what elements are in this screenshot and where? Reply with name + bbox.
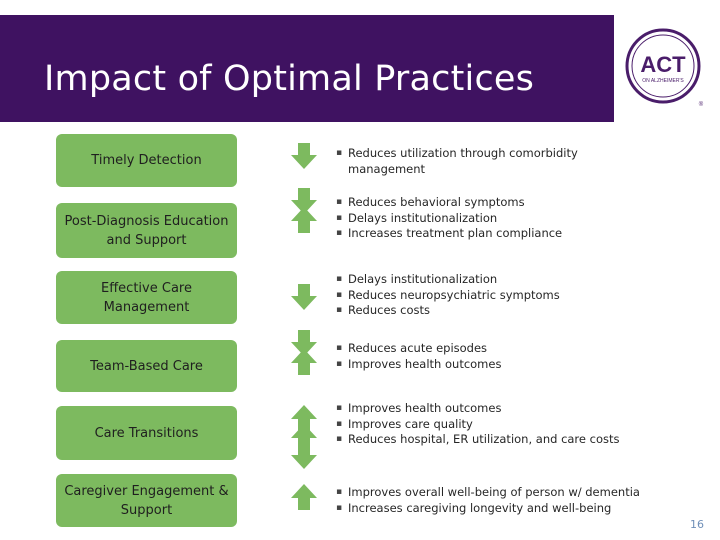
practice-box <box>56 203 237 258</box>
impact-text: Reduces hospital, ER utilization, and care costs <box>348 432 620 446</box>
bullet-icon: ▪ <box>336 289 343 300</box>
practice-label: Team-Based Care <box>90 358 203 374</box>
practice-label: Care Transitions <box>94 425 199 441</box>
logo-registered-mark: ® <box>698 102 704 108</box>
impact-text: Increases treatment plan compliance <box>348 226 563 240</box>
impact-text: Improves health outcomes <box>348 356 502 371</box>
impact-item <box>335 272 560 288</box>
bullet-icon: ▪ <box>336 228 343 238</box>
impact-text: Reduces utilization through comorbidity management <box>348 146 578 176</box>
title-banner <box>0 15 614 122</box>
page-number: 16 <box>690 518 704 531</box>
impact-item <box>335 211 562 227</box>
bullet-icon: ▪ <box>336 148 343 158</box>
act-on-alzheimers-logo <box>623 26 707 110</box>
impact-list <box>335 341 501 372</box>
impact-list <box>335 195 562 242</box>
practice-label: Post-Diagnosis Education and Support <box>64 213 229 248</box>
arrow-down-icon <box>290 284 318 310</box>
impact-list <box>335 401 620 448</box>
impact-item <box>335 357 501 373</box>
impact-text: Improves care quality <box>348 416 473 431</box>
impact-text: Delays institutionalization <box>348 210 498 225</box>
bullet-icon: ▪ <box>336 212 343 223</box>
practice-box <box>56 134 237 187</box>
arrow-up-icon <box>290 207 318 233</box>
practice-box <box>56 340 237 392</box>
impact-text: Improves overall well-being of person w/ dementia <box>348 485 640 499</box>
impact-text: Reduces behavioral symptoms <box>348 195 525 209</box>
practice-box <box>56 406 237 460</box>
bullet-icon: ▪ <box>336 434 343 444</box>
practice-label: Timely Detection <box>91 153 202 168</box>
arrow-up-icon <box>290 349 318 375</box>
impact-item <box>335 195 562 211</box>
impact-list <box>335 485 640 516</box>
impact-list <box>335 272 560 319</box>
bullet-icon: ▪ <box>336 274 343 284</box>
practice-label: Caregiver Engagement & Support <box>64 483 229 518</box>
bullet-icon: ▪ <box>336 305 343 315</box>
impact-item <box>335 485 640 501</box>
bullet-icon: ▪ <box>336 487 343 497</box>
impact-item <box>335 501 640 517</box>
impact-list <box>335 146 598 177</box>
impact-text: Reduces costs <box>348 303 431 317</box>
logo-sub-text: ON ALZHEIMER'S <box>642 78 684 84</box>
impact-text: Delays institutionalization <box>348 272 498 286</box>
logo-main-text: ACT <box>640 52 686 77</box>
impact-item <box>335 303 560 319</box>
bullet-icon: ▪ <box>336 197 343 207</box>
impact-item <box>335 226 562 242</box>
bullet-icon: ▪ <box>336 502 343 513</box>
arrow-up-icon <box>290 484 318 510</box>
bullet-icon: ▪ <box>336 343 343 353</box>
arrow-down-icon <box>290 143 318 169</box>
impact-item <box>335 401 620 417</box>
arrow-down-icon <box>290 443 318 469</box>
impact-text: Increases caregiving longevity and well-being <box>348 500 612 515</box>
practice-box <box>56 474 237 527</box>
impact-item <box>335 432 620 448</box>
impact-item <box>335 341 501 357</box>
impact-item <box>335 146 598 177</box>
practice-box <box>56 271 237 324</box>
impact-item <box>335 417 620 433</box>
slide-title: Impact of Optimal Practices <box>44 59 535 99</box>
impact-text: Improves health outcomes <box>348 401 502 415</box>
impact-item <box>335 288 560 304</box>
impact-text: Reduces acute episodes <box>348 341 488 355</box>
bullet-icon: ▪ <box>336 403 343 413</box>
bullet-icon: ▪ <box>336 418 343 429</box>
bullet-icon: ▪ <box>336 358 343 369</box>
practice-label: Effective Care Management <box>101 280 192 315</box>
impact-text: Reduces neuropsychiatric symptoms <box>348 287 560 302</box>
